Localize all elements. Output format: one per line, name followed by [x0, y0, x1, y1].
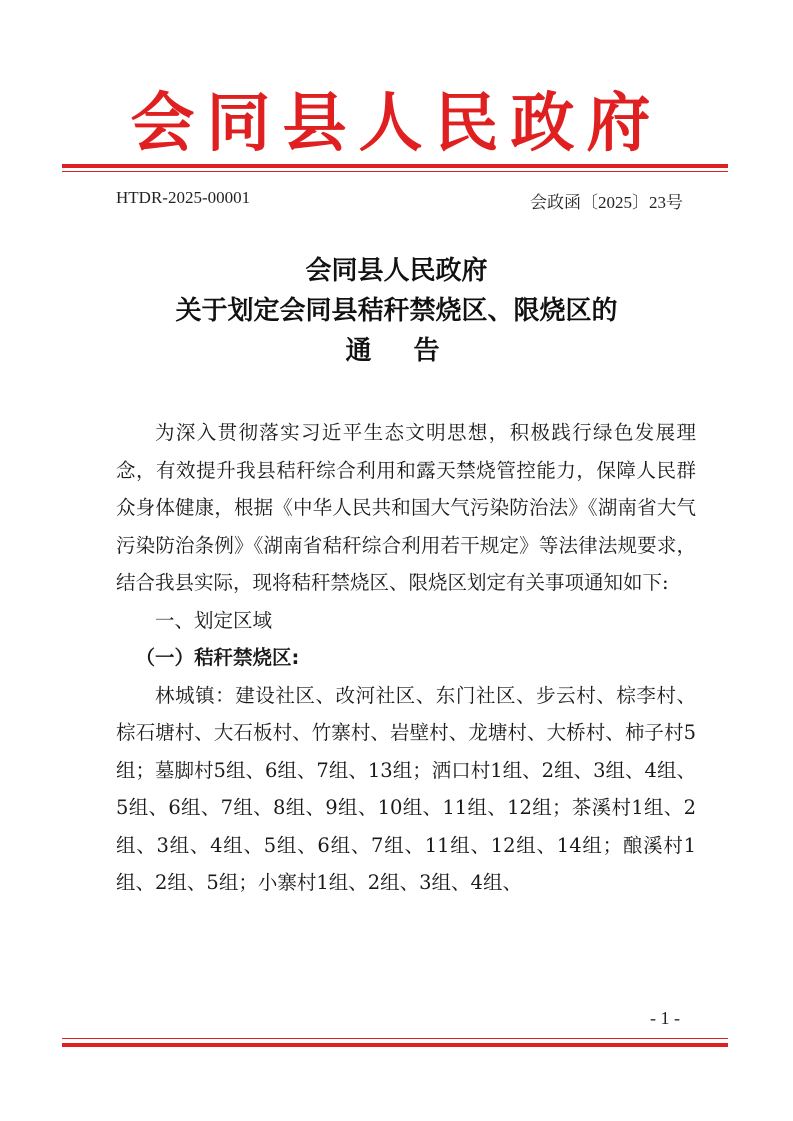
- section-heading: 一、划定区域: [155, 608, 273, 632]
- title-line-2: 关于划定会同县秸秆禁烧区、限烧区的: [175, 296, 618, 326]
- title-line-1: 会同县人民政府: [305, 256, 488, 286]
- page-number: - 1 -: [650, 1008, 680, 1028]
- doc-id: HTDR-2025-00001: [116, 188, 251, 207]
- header-rule-thin: [62, 171, 728, 172]
- org-masthead: 会同县人民政府: [130, 86, 663, 161]
- footer-rule-thin: [62, 1038, 728, 1039]
- subsection-heading: （一）秸秆禁烧区:: [135, 646, 300, 669]
- detail-paragraph: 林城镇：建设社区、改河社区、东门社区、步云村、棕李村、棕石塘村、大石板村、竹寨村、岩壁村、龙塘村、大桥村、柿子村5组；墓脚村5组、6组、7组、13组；洒口村1组、2组、3组、4组、5组、6组、7组、8组、9组、10组、11组、12组；茶溪村1组、2组、3组、4组、5组、6组、7组、11组、12组、14组；酿溪村1组、2组、5组；小寨村1组、2组、3组、4组、: [116, 683, 696, 894]
- header-rule-thick: [62, 164, 728, 168]
- doc-number: 会政函〔2025〕23号: [530, 193, 683, 212]
- footer-rule-thick: [62, 1043, 728, 1047]
- title-line-3: 通 告: [345, 336, 448, 366]
- intro-paragraph: 为深入贯彻落实习近平生态文明思想，积极践行绿色发展理念，有效提升我县秸秆综合利用和露天禁烧管控能力，保障人民群众身体健康，根据《中华人民共和国大气污染防治法》《湖南省大气污染防治条例》《湖南省秸秆综合利用若干规定》等法律法规要求，结合我县实际，现将秸秆禁烧区、限烧区划定有关事项通知如下:: [116, 421, 696, 594]
- document-body: [116, 414, 696, 902]
